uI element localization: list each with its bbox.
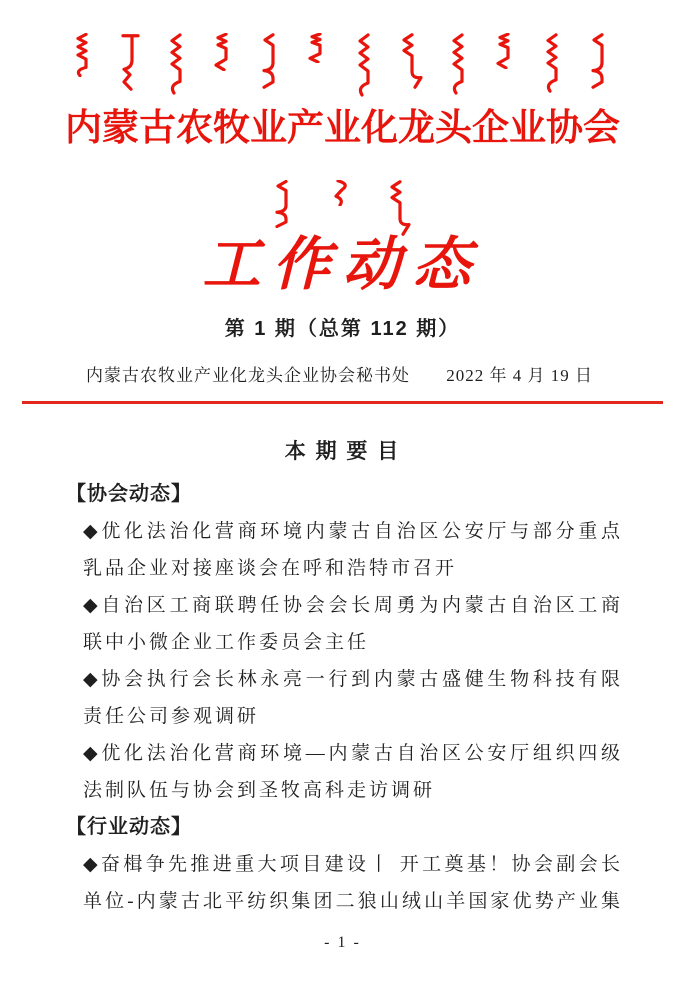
toc-heading: 本 期 要 目	[284, 439, 401, 463]
mongolian-title-script	[0, 33, 685, 99]
toc-item-line: 联中小微企业工作委员会主任	[83, 631, 370, 653]
toc-item-line: 单位-内蒙古北平纺织集团二狼山绒山羊国家优势产业集	[83, 890, 623, 912]
mongolian-word-icon	[71, 33, 97, 77]
toc-item-line: ◆自治区工商联聘任协会会长周勇为内蒙古自治区工商	[83, 594, 623, 616]
org-title: 内蒙古农牧业产业化龙头企业协会	[65, 108, 620, 149]
page-number: - 1 -	[324, 933, 361, 951]
page-footer	[0, 934, 685, 952]
bulletin-page	[0, 33, 685, 998]
mongolian-word-icon	[212, 33, 238, 71]
toc-section-heading: 【行业动态】	[66, 815, 192, 838]
toc-item-line: ◆协会执行会长林永亮一行到内蒙古盛健生物科技有限	[83, 668, 623, 690]
mongolian-word-icon	[541, 33, 567, 93]
toc-section-heading: 【协会动态】	[66, 482, 192, 505]
mongolian-word-icon	[447, 33, 473, 95]
issue-info: 第 1 期（总第 112 期）	[224, 317, 461, 340]
toc-item-line: 乳品企业对接座谈会在呼和浩特市召开	[83, 557, 458, 579]
publisher-name: 内蒙古农牧业产业化龙头企业协会秘书处	[86, 365, 410, 385]
red-divider-rule	[22, 401, 663, 404]
toc-item-line: ◆优化法治化营商环境内蒙古自治区公安厅与部分重点	[83, 520, 623, 542]
mongolian-word-icon	[400, 33, 426, 89]
mongolian-word-icon	[306, 33, 332, 63]
mongolian-word-icon	[330, 180, 356, 206]
mongolian-word-icon	[588, 33, 614, 89]
toc-list	[0, 465, 685, 920]
mongolian-word-icon	[353, 33, 379, 97]
toc-item-line: ◆优化法治化营商环境—内蒙古自治区公安厅组织四级	[83, 742, 623, 764]
mongolian-word-icon	[118, 33, 144, 91]
mongolian-word-icon	[272, 180, 298, 228]
bulletin-title: 工作动态	[202, 232, 483, 298]
publisher-line	[86, 361, 593, 386]
mongolian-word-icon	[388, 180, 414, 236]
toc-item-line: ◆奋楫争先推进重大项目建设丨 开工奠基！协会副会长	[83, 853, 623, 875]
toc-item-line: 责任公司参观调研	[83, 705, 260, 727]
toc-item-line: 法制队伍与协会到圣牧高科走访调研	[83, 779, 436, 801]
mongolian-word-icon	[259, 33, 285, 89]
publish-date: 2022 年 4 月 19 日	[446, 365, 593, 385]
mongolian-word-icon	[165, 33, 191, 95]
mongolian-word-icon	[494, 33, 520, 69]
